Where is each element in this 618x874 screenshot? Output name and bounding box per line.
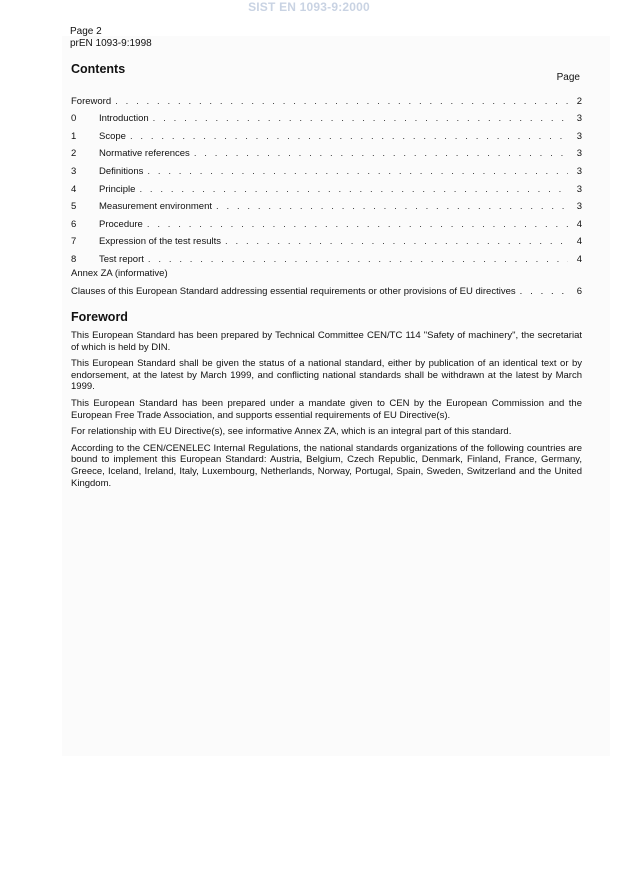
toc-entry-page: 3 <box>576 201 582 213</box>
toc-entry-number: 2 <box>71 148 77 160</box>
annex-heading: Annex ZA (informative) <box>71 268 168 279</box>
annex-clause-page: 6 <box>576 286 582 297</box>
foreword-paragraph: This European Standard shall be given the status of a national standard, either by publication of an identical text or by endorsement, at the latest by March 1999, and conflicting national standards shall be withdrawn at the latest by March 1999. <box>71 358 582 393</box>
toc-entry[interactable] <box>71 125 582 143</box>
foreword-body <box>71 330 582 494</box>
toc-leader-dots <box>225 236 568 248</box>
toc-leader-dots <box>147 219 568 231</box>
toc-entry-title: Introduction <box>99 113 149 125</box>
toc-entry-page: 3 <box>576 148 582 160</box>
toc-entry-page: 4 <box>576 236 582 248</box>
toc-leader-dots <box>153 113 568 125</box>
toc-entry-page: 2 <box>576 95 582 107</box>
foreword-paragraph: This European Standard has been prepared by Technical Committee CEN/TC 114 "Safety of machinery", the secretariat of which is held by DIN. <box>71 330 582 353</box>
toc-entry-page: 3 <box>576 130 582 142</box>
toc-entry-page: 4 <box>576 253 582 265</box>
toc-entry-number: 4 <box>71 183 77 195</box>
toc-entry-title: Measurement environment <box>99 201 212 213</box>
foreword-paragraph: This European Standard has been prepared under a mandate given to CEN by the European Commission and the European Free Trade Association, and supports essential requirements of EU Directive(s). <box>71 397 582 421</box>
toc-entry[interactable] <box>71 196 582 214</box>
toc-leader-dots <box>139 184 568 196</box>
toc-entry-title: Expression of the test results <box>99 236 221 248</box>
toc-entry-number: 5 <box>71 201 77 213</box>
annex-clause-title: Clauses of this European Standard addressing essential requirements or other provisions of EU directives <box>71 286 516 297</box>
toc-entry-number: 0 <box>71 113 77 125</box>
toc-entry-number: 8 <box>71 253 77 265</box>
toc-entry-number: 7 <box>71 236 77 248</box>
toc-entry[interactable] <box>71 213 582 231</box>
toc-entry-title: Normative references <box>99 148 190 160</box>
table-of-contents <box>71 90 582 266</box>
toc-entry[interactable] <box>71 231 582 249</box>
page-number: Page 2 <box>70 26 102 37</box>
toc-entry-page: 4 <box>576 218 582 230</box>
page-header <box>70 26 152 50</box>
toc-entry-number: 3 <box>71 165 77 177</box>
watermark: SIST EN 1093-9:2000 <box>248 0 370 14</box>
toc-entry[interactable] <box>71 178 582 196</box>
contents-heading: Contents <box>71 62 126 76</box>
foreword-paragraph: According to the CEN/CENELEC Internal Regulations, the national standards organizations of the following countries are bound to implement this European Standard: Austria, Belgium, Czech Republic, Denmark, Finland, France, Germany, Greece, Iceland, Ireland, Italy, Luxembourg, Netherlands, Norway, Portugal, Spain, Sweden, Switzerland and the United Kingdom. <box>71 442 582 489</box>
toc-leader-dots <box>520 286 572 297</box>
toc-entry-number: 6 <box>71 218 77 230</box>
foreword-paragraph: For relationship with EU Directive(s), see informative Annex ZA, which is an integral part of this standard. <box>71 426 512 438</box>
toc-leader-dots <box>130 131 568 143</box>
toc-entry-page: 3 <box>576 165 582 177</box>
toc-entry[interactable] <box>71 143 582 161</box>
toc-entry-title: Test report <box>99 253 144 265</box>
toc-leader-dots <box>148 254 568 266</box>
toc-entry-title: Foreword <box>71 95 112 107</box>
toc-leader-dots <box>147 166 568 178</box>
toc-entry[interactable] <box>71 248 582 266</box>
toc-entry-title: Procedure <box>99 218 143 230</box>
toc-entry[interactable] <box>71 108 582 126</box>
toc-entry-title: Scope <box>99 130 126 142</box>
toc-entry-page: 3 <box>576 113 582 125</box>
toc-leader-dots <box>216 201 568 213</box>
toc-entry-page: 3 <box>576 183 582 195</box>
toc-entry[interactable] <box>71 160 582 178</box>
foreword-heading: Foreword <box>71 310 128 324</box>
toc-entry-title: Definitions <box>99 165 144 177</box>
toc-entry-number: 1 <box>71 130 77 142</box>
toc-leader-dots <box>115 96 568 108</box>
page-column-label: Page <box>556 72 580 83</box>
toc-leader-dots <box>194 148 568 160</box>
document-id: prEN 1093-9:1998 <box>70 38 152 49</box>
toc-entry-title: Principle <box>99 183 136 195</box>
annex-clause-entry[interactable] <box>71 286 582 297</box>
toc-entry[interactable] <box>71 90 582 108</box>
